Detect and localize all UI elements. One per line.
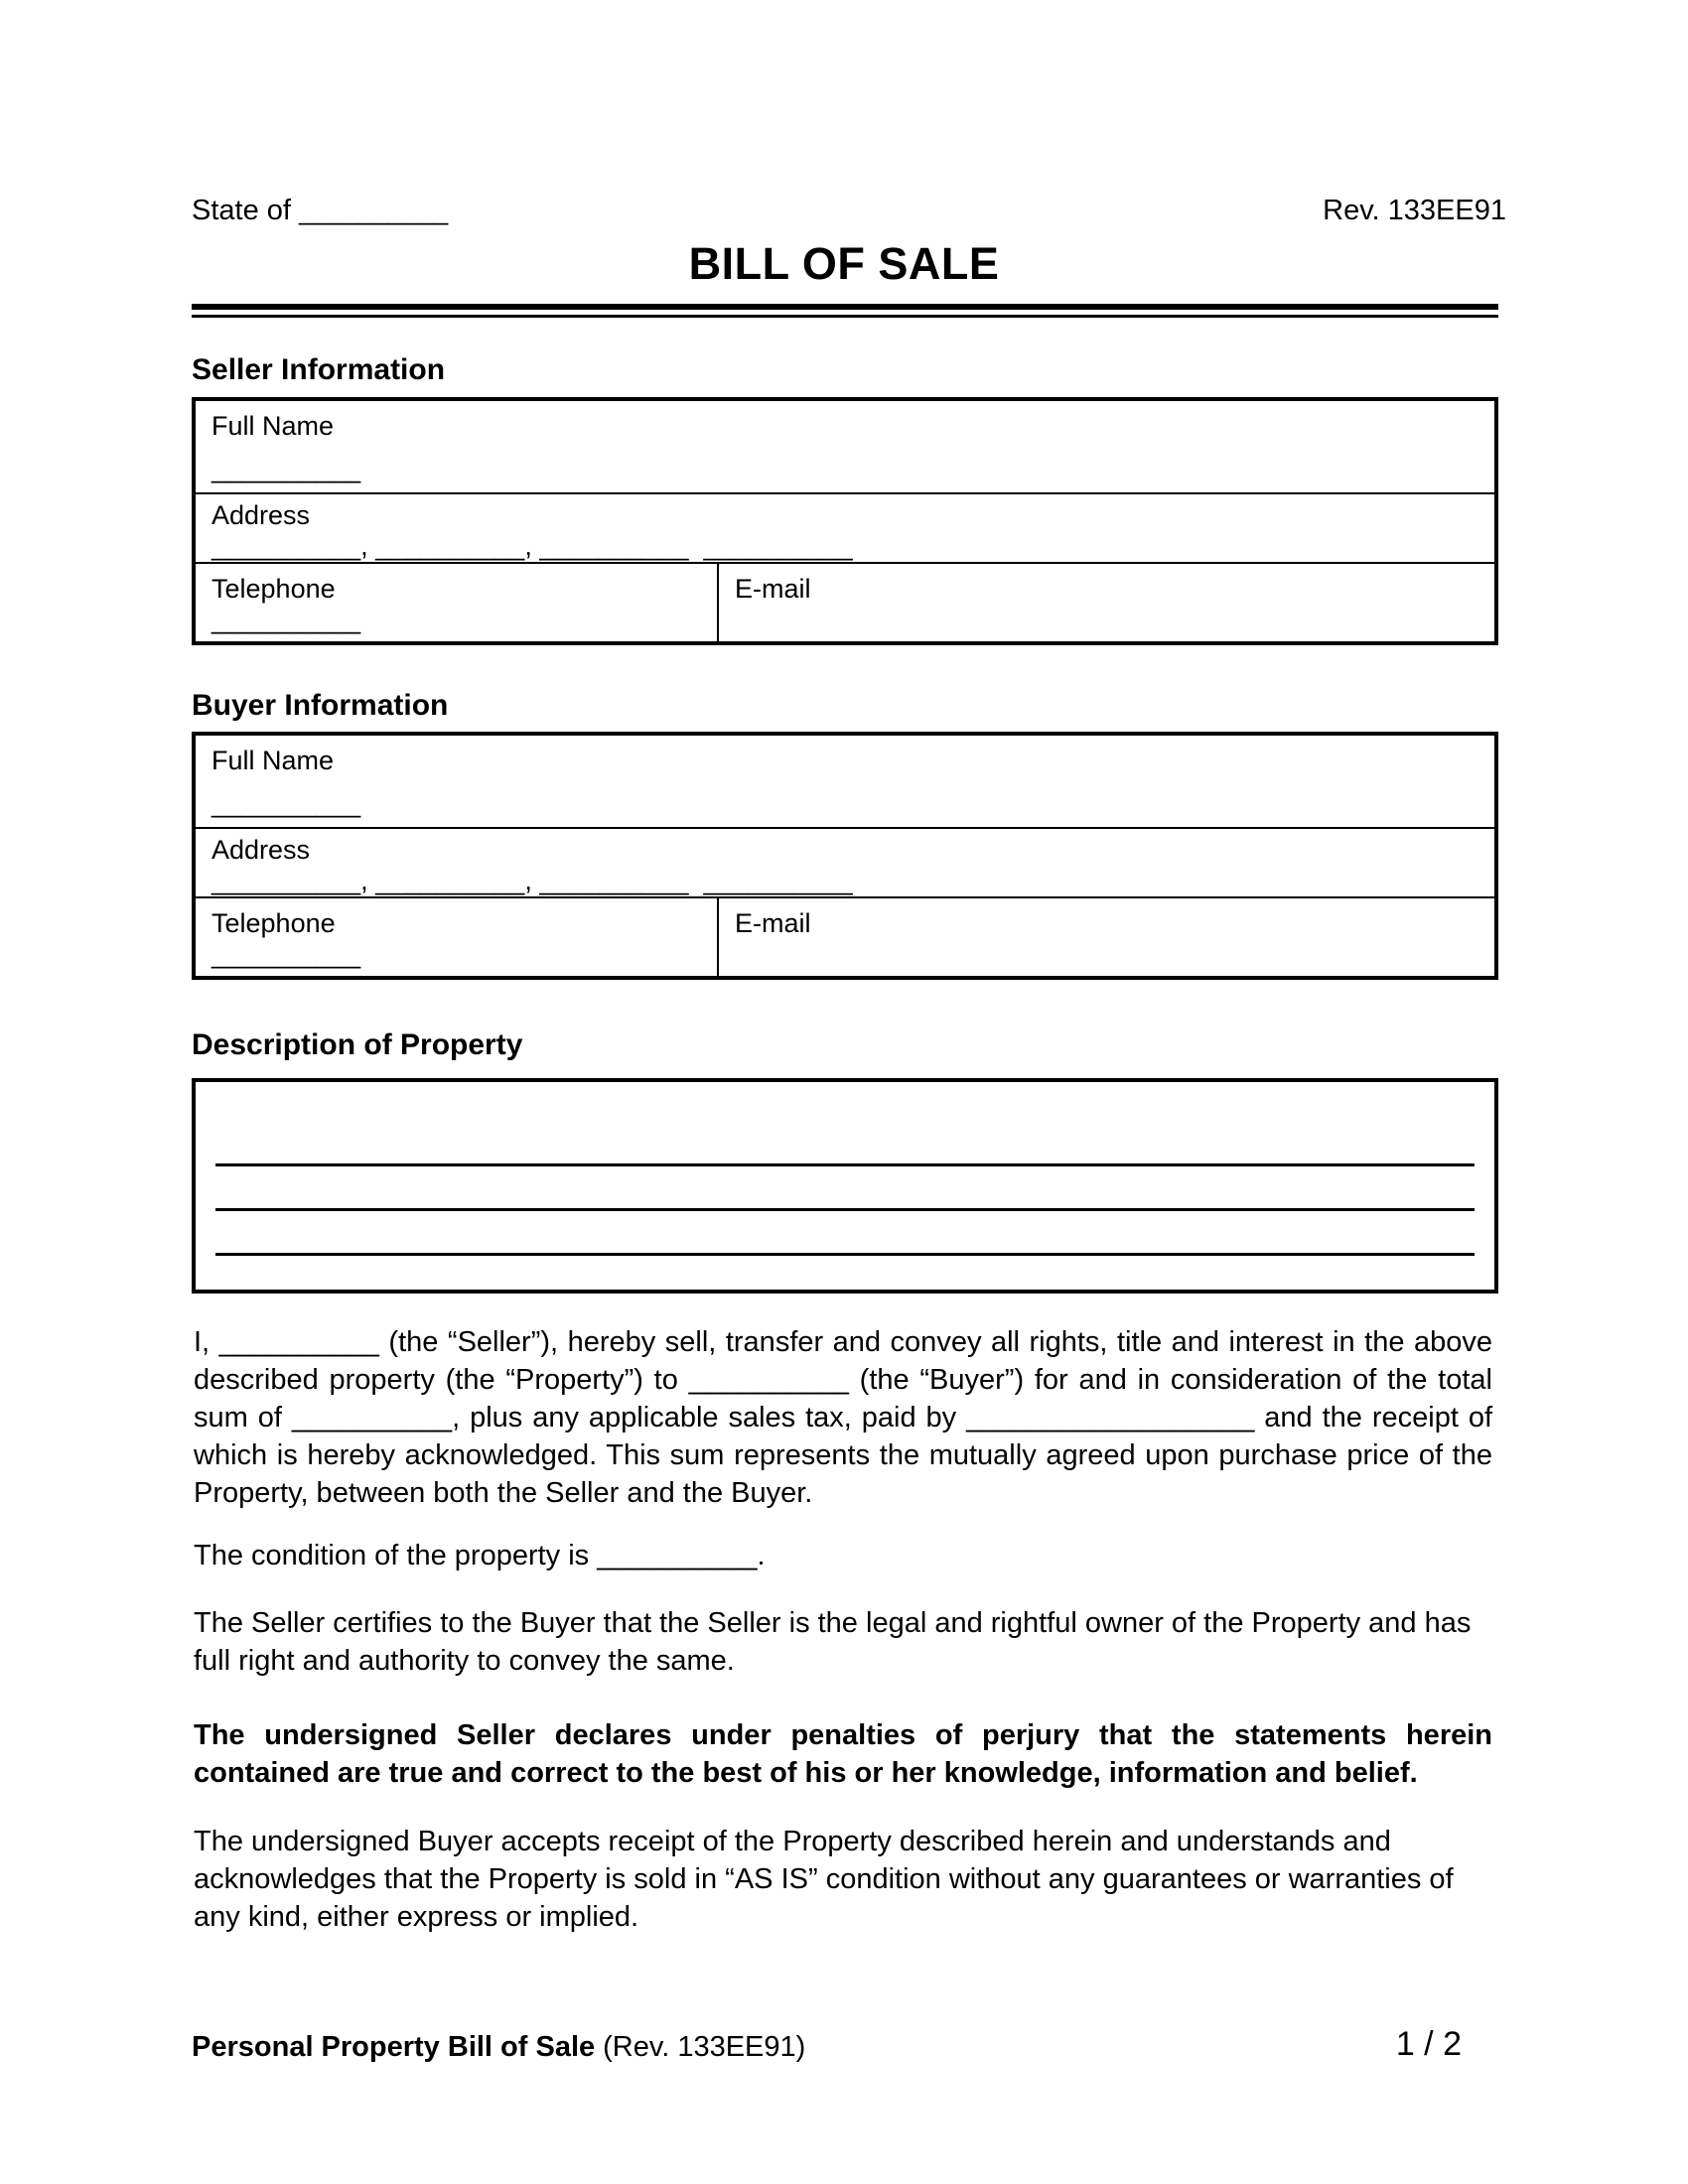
- seller-telephone-blank[interactable]: __________: [211, 605, 361, 635]
- paragraph-text: (the “Buyer”) for and in consideration of the total sum of: [194, 1364, 1492, 1433]
- seller-full-name-blank[interactable]: __________: [211, 453, 361, 483]
- buyer-address-blank[interactable]: __________, __________, __________ __________: [211, 866, 853, 896]
- seller-telephone-cell: [196, 564, 719, 641]
- condition-blank[interactable]: __________: [597, 1540, 758, 1571]
- description-writing-line[interactable]: [215, 1163, 1475, 1166]
- seller-email-label: E-mail: [735, 574, 811, 604]
- perjury-paragraph: The undersigned Seller declares under penalties of perjury that the statements herein contained are true and correct to the best of his or her knowledge, information and belief.: [194, 1719, 1492, 1789]
- description-box: [192, 1078, 1498, 1294]
- buyer-info-heading: Buyer Information: [192, 689, 449, 722]
- buyer-address-label: Address: [211, 835, 311, 865]
- paragraph-text: (the “Seller”), hereby sell, transfer and convey all rights, title and interest in the above described property (the “Property”) to: [194, 1326, 1492, 1396]
- buyer-email-label: E-mail: [735, 908, 811, 938]
- footer-doc-title: Personal Property Bill of Sale: [192, 2031, 596, 2063]
- seller-name-blank[interactable]: __________: [218, 1326, 379, 1358]
- buyer-address-row: [196, 827, 1494, 896]
- footer-revision: (Rev. 133EE91): [603, 2031, 806, 2063]
- sale-amount-blank[interactable]: __________: [291, 1402, 453, 1433]
- buyer-full-name-blank[interactable]: __________: [211, 787, 361, 818]
- state-of-line: [192, 195, 448, 227]
- buyer-email-cell: [719, 898, 1494, 976]
- description-writing-line[interactable]: [215, 1253, 1475, 1256]
- page-title: BILL OF SALE: [688, 238, 1000, 289]
- buyer-full-name-row: [196, 736, 1494, 827]
- state-of-blank[interactable]: __________: [299, 196, 449, 225]
- sale-declaration-paragraph: [194, 1323, 1492, 1512]
- state-of-label: State of: [192, 195, 291, 226]
- seller-contact-row: [196, 562, 1494, 641]
- condition-paragraph: [194, 1537, 1492, 1574]
- paragraph-text: The condition of the property is: [194, 1540, 598, 1571]
- seller-address-label: Address: [211, 500, 311, 530]
- description-heading: Description of Property: [192, 1028, 523, 1061]
- buyer-telephone-cell: [196, 898, 719, 976]
- seller-address-blank[interactable]: __________, __________, __________ __________: [211, 531, 853, 562]
- seller-email-cell: [719, 564, 1494, 641]
- document-header-row: [192, 195, 1506, 227]
- payment-method-blank[interactable]: __________________: [966, 1402, 1255, 1433]
- paragraph-text: .: [757, 1540, 766, 1571]
- page-indicator: 1 / 2: [1395, 2025, 1462, 2063]
- buyer-info-table: [192, 732, 1498, 980]
- revision-number: Rev. 133EE91: [1323, 195, 1506, 226]
- seller-full-name-row: [196, 401, 1494, 492]
- buyer-telephone-blank[interactable]: __________: [211, 939, 361, 970]
- paragraph-text: and the receipt of which is hereby acknowledged. This sum represents the mutually agreed upon purchase price of the Property, between both the Seller and the Buyer.: [194, 1402, 1493, 1509]
- buyer-name-blank[interactable]: __________: [688, 1364, 849, 1396]
- ownership-paragraph: The Seller certifies to the Buyer that the Seller is the legal and rightful owner of the Property and has full right and authority to convey the same.: [194, 1607, 1472, 1677]
- buyer-telephone-label: Telephone: [211, 908, 336, 938]
- buyer-full-name-label: Full Name: [211, 746, 335, 775]
- paragraph-text: I,: [194, 1326, 219, 1358]
- seller-info-table: [192, 397, 1498, 645]
- seller-info-heading: Seller Information: [192, 353, 446, 386]
- buyer-contact-row: [196, 896, 1494, 976]
- paragraph-text: , plus any applicable sales tax, paid by: [452, 1402, 967, 1433]
- description-writing-line[interactable]: [215, 1208, 1475, 1211]
- seller-address-row: [196, 492, 1494, 562]
- seller-full-name-label: Full Name: [211, 411, 335, 441]
- title-rule: [192, 304, 1498, 318]
- seller-telephone-label: Telephone: [211, 574, 336, 604]
- footer-doc-title-line: [192, 2031, 805, 2064]
- as-is-paragraph: The undersigned Buyer accepts receipt of the Property described herein and understands and acknowledges that the Property is sold in “AS IS” condition without any guarantees or warranties of any kind, either express or implied.: [194, 1826, 1454, 1933]
